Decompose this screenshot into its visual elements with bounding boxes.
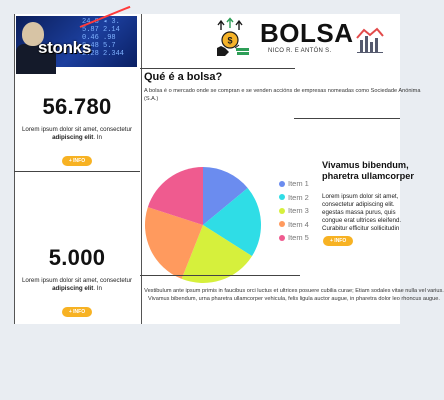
- legend-swatch: [279, 194, 285, 200]
- section-description: A bolsa é o mercado onde se compran e se venden accións de empresas nomeadas como Sociedade Anónima (S.A.): [144, 88, 421, 102]
- legend-item: Item 2: [279, 191, 309, 205]
- stat-card-2: [14, 245, 140, 318]
- meme-ticker-line: 5.87 2.14: [82, 26, 120, 34]
- legend-swatch: [279, 181, 285, 187]
- authors: NICO R. E ANTÓN S.: [268, 48, 332, 54]
- legend-item: Item 3: [279, 204, 309, 218]
- meme-ticker-line: 2.28 2.344: [82, 50, 125, 58]
- legend-item: Item 5: [279, 231, 309, 245]
- money-growth-icon: [211, 18, 253, 58]
- meme-ticker-line: 8.48 5.7: [82, 42, 116, 50]
- legend-swatch: [279, 235, 285, 241]
- stat-text: Lorem ipsum dolor sit amet, consectetur adipiscing elit. In: [21, 126, 133, 141]
- divider: [140, 275, 300, 276]
- meme-ticker-line: 24.8 ◂ 3.: [82, 18, 120, 26]
- section-title: Qué é a bolsa?: [144, 71, 223, 83]
- divider: [140, 68, 295, 69]
- stonks-meme-image: [16, 16, 137, 67]
- right-heading: Vivamus bibendum, pharetra ullamcorper: [322, 160, 414, 181]
- info-button[interactable]: + INFO: [62, 156, 92, 166]
- info-button[interactable]: + INFO: [323, 236, 353, 246]
- svg-text:$: $: [227, 35, 233, 46]
- meme-word: stonks: [38, 38, 91, 57]
- right-body-text: Lorem ipsum dolor sit amet, consectetur adipiscing elit. egestas massa purus, quis congue erat ultrices eleifend. Curabitur efficitur sollicitudin: [322, 193, 402, 232]
- meme-ticker-line: 0.46 .98: [82, 34, 116, 42]
- info-button[interactable]: + INFO: [62, 307, 92, 317]
- stat-text: Lorem ipsum dolor sit amet, consectetur adipiscing elit. In: [21, 277, 133, 292]
- legend-item: Item 1: [279, 177, 309, 191]
- legend-swatch: [279, 208, 285, 214]
- poster-page: [14, 14, 444, 324]
- legend-swatch: [279, 221, 285, 227]
- stat-value: 5.000: [48, 245, 106, 270]
- stat-value: 56.780: [42, 94, 112, 119]
- divider: [14, 171, 140, 172]
- brand-title: BOLSA: [260, 18, 354, 48]
- footer-text: Vestibulum ante ipsum primis in faucibus orci luctus et ultrices posuere cubilia curae; Etiam sodales vitae nulla vel varius. Vivamus bibendum, urna pharetra ullamcorper vehicula, felis ligula auctor augue, in pharetra dolor leo rhoncus augue.: [144, 288, 444, 302]
- stat-card-1: [14, 94, 140, 167]
- chart-legend: [279, 177, 309, 245]
- divider: [294, 118, 400, 119]
- legend-item: Item 4: [279, 218, 309, 232]
- pie-chart: [142, 164, 264, 286]
- bar-chart-icon: [355, 26, 385, 54]
